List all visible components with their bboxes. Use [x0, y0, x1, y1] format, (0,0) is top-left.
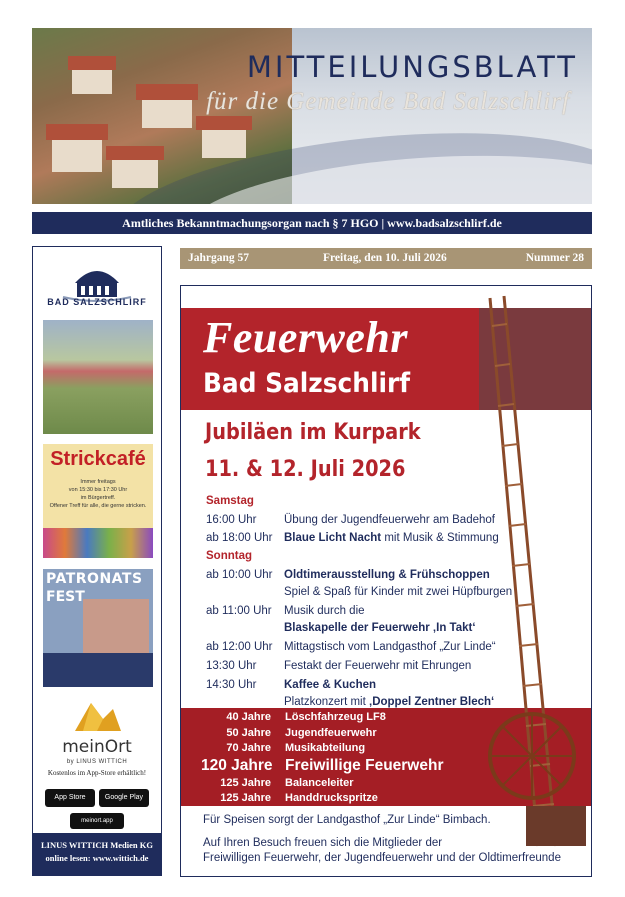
poster-subheading: Bad Salzschlirf	[203, 368, 411, 399]
sidebar-footer: LINUS WITTICH Medien KG online lesen: www.wittich.de	[33, 833, 161, 875]
header-banner	[32, 28, 592, 204]
sidebar: BAD SALZSCHLIRF Strickcafé Immer freitags von 15:30 bis 17:30 Uhr im Bürgertreff. Offener Treff für alle, die gerne stricken. PATRONATS FEST meinOrt by LINUS WITTICH Kostenlos im App-Store erhältlich! App Store Google Play meinort.app LINUS WITTICH Medien KG online lesen: www.wittich.de	[32, 246, 162, 876]
logo-text: BAD SALZSCHLIRF	[47, 297, 147, 307]
issue-info-bar	[180, 248, 592, 269]
closing-note: Auf Ihren Besuch freuen sich die Mitglieder der Freiwilligen Feuerwehr, der Jugendfeuerwehr und der Oldtimerfreunde	[203, 837, 561, 864]
masthead-title: MITTEILUNGSBLATT	[246, 50, 578, 84]
event-poster: Feuerwehr Bad Salzschlirf Jubiläen im Kurpark 11. & 12. Juli 2026 Samstag 16:00 Uhr Übung der Jugendfeuerwehr am Badehof ab 18:00 Uhr Blaue Licht Nacht mit Musik & Stimmung Sonntag ab 10:00 Uhr Oldtimerausstellung & Frühschoppen Spiel & Spaß für Kinder mit zwei Hüpfburgen ab 11:00 Uhr Musik durch die Blaskapelle der Feuerwehr ‚In Takt‘ ab 12:00 Uhr Mittagstisch vom Landgasthof „Zur Linde“ 13:30 Uhr Festakt der Feuerwehr mit Ehrungen 14:30 Uhr Kaffee & Kuchen Platzkonzert mit ‚Doppel Zentner Blech‘ 40 Jahre Löschfahrzeug LF8 50 Jahre Jugendfeuerwehr 70 Jahre Musikabteilung 120 Jahre Freiwillige Feuerwehr 125 Jahre Balanceleiter 125 Jahre Handdruckspritze Für Speisen sorgt der Landgasthof „Zur Linde“ Bimbach. Auf Ihren Besuch freuen sich die Mitglieder der Freiwilligen Feuerwehr, der Jugendfeuerwehr und der Oldtimerfreunde	[180, 285, 592, 877]
poster-dates: 11. & 12. Juli 2026	[205, 456, 406, 482]
poster-jubilee: Jubiläen im Kurpark	[205, 419, 421, 445]
food-note: Für Speisen sorgt der Landgasthof „Zur Linde“ Bimbach.	[203, 814, 491, 826]
app-store-badge[interactable]: App Store	[45, 789, 95, 807]
yarn-photo	[43, 528, 153, 558]
fire-ladder-illustration	[486, 286, 592, 877]
patronatsfest-ad[interactable]: PATRONATS FEST	[43, 569, 153, 687]
strickcafe-ad[interactable]: Strickcafé Immer freitags von 15:30 bis 17:30 Uhr im Bürgertreff. Offener Treff für alle, die gerne stricken.	[43, 444, 153, 534]
jahrgang: Jahrgang 57	[188, 252, 250, 264]
masthead-subtitle: für die Gemeinde Bad Salzschlirf	[206, 88, 570, 115]
anniversary-box: 40 Jahre Löschfahrzeug LF8 50 Jahre Jugendfeuerwehr 70 Jahre Musikabteilung 120 Jahre Freiwillige Feuerwehr 125 Jahre Balanceleiter 125 Jahre Handdruckspritze	[181, 708, 592, 806]
issue-number: Nummer 28	[525, 252, 584, 264]
meinort-title: meinOrt	[62, 737, 132, 757]
poster-heading: Feuerwehr	[203, 313, 408, 362]
issue-date: Freitag, den 10. Juli 2026	[323, 252, 447, 264]
meinort-logo-icon	[73, 695, 123, 735]
strickcafe-title: Strickcafé	[50, 448, 146, 470]
webapp-badge[interactable]: meinort.app	[70, 813, 124, 829]
official-bar: Amtliches Bekanntmachungsorgan nach § 7 HGO | www.badsalzschlirf.de	[32, 212, 592, 234]
kurpark-photo	[43, 320, 153, 434]
google-play-badge[interactable]: Google Play	[99, 789, 149, 807]
